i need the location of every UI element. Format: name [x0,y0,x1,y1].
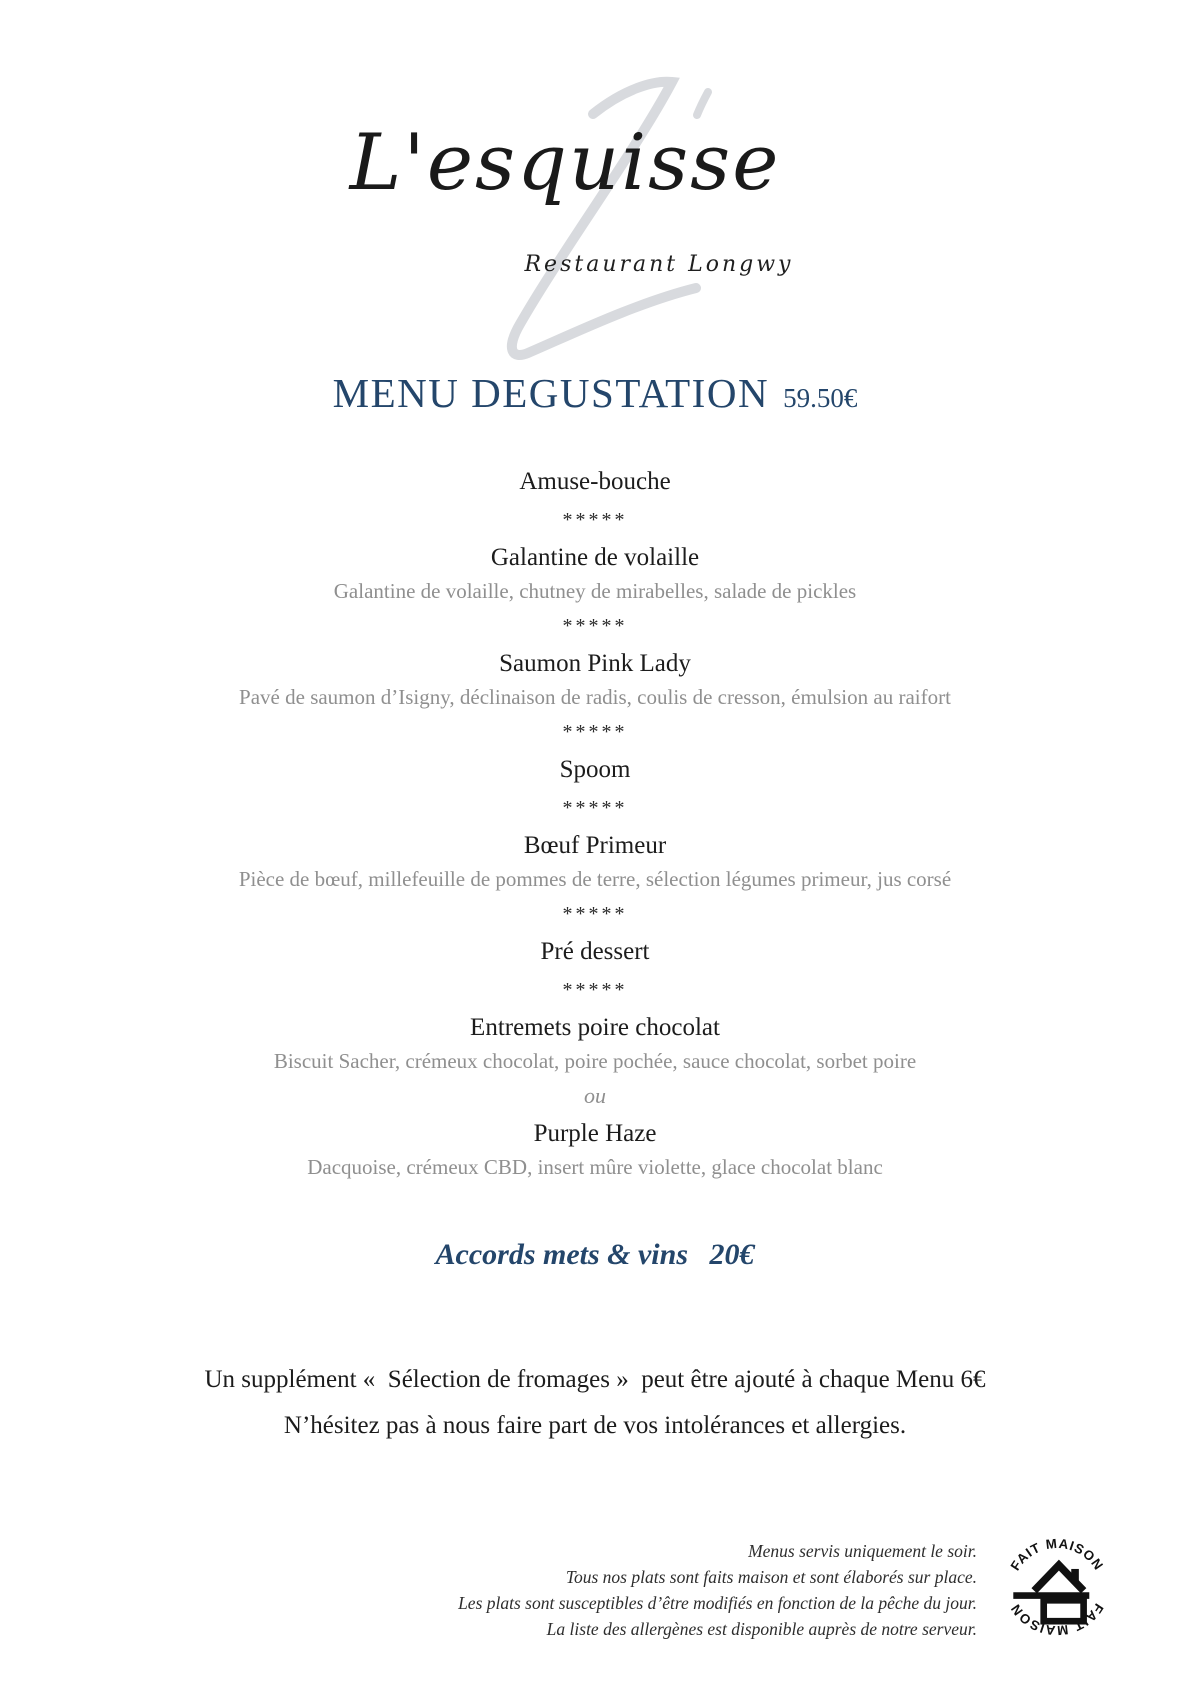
course-description: Biscuit Sacher, crémeux chocolat, poire pochée, sauce chocolat, sorbet poire [273,1049,917,1073]
course-description: Pavé de saumon d’Isigny, déclinaison de radis, coulis de cresson, émulsion au raifort [239,685,951,709]
menu-title [0,364,1190,432]
footer-line: Menus servis uniquement le soir. [748,1541,977,1561]
wine-pairing-label: Accords mets & vins [435,1238,688,1271]
badge-label-top: FAIT MAISON [1007,1535,1107,1574]
fait-maison-badge [1000,1530,1114,1644]
course-separator: ***** [562,721,628,743]
course-name: Bœuf Primeur [523,832,667,859]
footer-line: Tous nos plats sont faits maison et sont élaborés sur place. [565,1567,977,1587]
course [0,1010,1190,1076]
course-separator: ***** [562,797,628,819]
footer-line: Les plats sont susceptibles d’être modifiés en fonction de la pêche du jour. [458,1593,977,1613]
course-name: Amuse-bouche [519,468,671,495]
course-name: Purple Haze [533,1120,657,1147]
course-separator: ***** [562,509,628,531]
course-name: Saumon Pink Lady [499,650,691,677]
course-separator: ***** [562,615,628,637]
footer-line: La liste des allergènes est disponible auprès de notre serveur. [546,1619,977,1639]
course [0,1116,1190,1182]
brand-header [0,0,1190,350]
or-separator: ou [584,1083,606,1108]
course-name: Galantine de volaille [490,544,700,571]
menu-title-text: MENU DEGUSTATION [332,370,770,416]
course-description: Galantine de volaille, chutney de mirabelles, salade de pickles [333,579,857,603]
course-list [0,464,1190,1182]
menu-title-price: 59.50€ [783,383,858,413]
course-description: Pièce de bœuf, millefeuille de pommes de terre, sélection légumes primeur, jus corsé [238,867,952,891]
course-name: Entremets poire chocolat [470,1014,720,1041]
course-name: Spoom [559,756,631,783]
footer-notes [458,1538,977,1642]
course-description: Dacquoise, crémeux CBD, insert mûre violette, glace chocolat blanc [307,1155,883,1179]
badge-label-bottom: FAIT MAISON [1007,1600,1107,1639]
course [0,646,1190,712]
course-separator: ***** [562,903,628,925]
supplement-note: Un supplément « Sélection de fromages » peut être ajouté à chaque Menu 6€ [204,1366,986,1393]
wine-pairing [0,1233,1190,1277]
notes [0,1363,1190,1443]
wine-pairing-price: 20€ [709,1238,755,1271]
course-separator: ***** [562,979,628,1001]
brand-subtitle: Restaurant Longwy [524,252,794,277]
course-name: Pré dessert [540,938,650,965]
allergies-note: N’hésitez pas à nous faire part de vos intolérances et allergies. [283,1412,907,1439]
course [0,540,1190,606]
brand-watermark-glyph [408,72,768,372]
course [0,828,1190,894]
brand-name: L'esquisse [349,118,781,208]
